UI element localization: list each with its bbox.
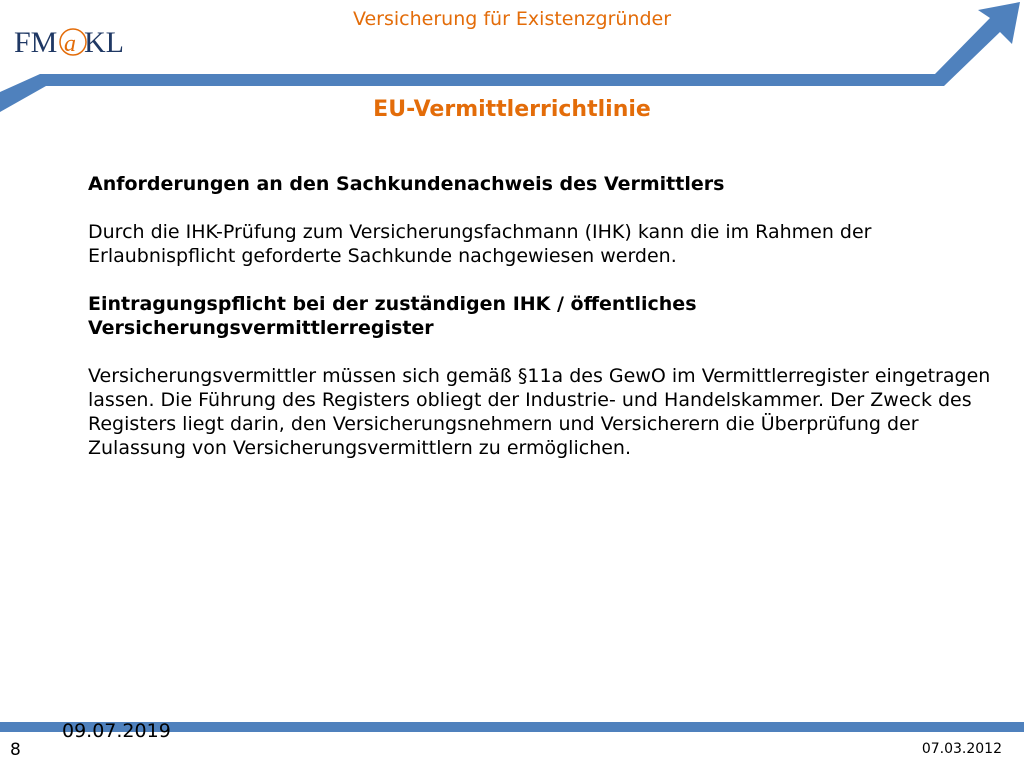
slide-title: EU-Vermittlerrichtlinie [373, 97, 651, 122]
svg-text:FM: FM [14, 26, 58, 59]
footer-date-secondary: 07.03.2012 [921, 741, 1002, 757]
paragraph-register: Versicherungsvermittler müssen sich gemäß §11a des GewO im Vermittlerregister eingetragen lassen. Die Führung des Registers obliegt der Industrie- und Handelskammer. Der Zweck des Registers liegt darin, den Versicherungsnehmern und Versicherern die Überprüfung der Zulassung von Versicherungsvermittlern zu ermöglichen. [88, 365, 991, 459]
heading-sachkunde: Anforderungen an den Sachkundenachweis des Vermittlers [88, 173, 725, 195]
slide-content [88, 172, 998, 484]
footer-date: 09.07.2019 [62, 720, 171, 742]
paragraph-sachkunde: Durch die IHK-Prüfung zum Versicherungsfachmann (IHK) kann die im Rahmen der Erlaubnispflicht geforderte Sachkunde nachgewiesen werden. [88, 221, 872, 267]
presentation-title: Versicherung für Existenzgründer [352, 8, 672, 30]
svg-text:KL: KL [84, 26, 124, 59]
heading-eintragungspflicht: Eintragungspflicht bei der zuständigen IHK / öffentliches Versicherungsvermittlerregister [88, 293, 697, 339]
page-number: 8 [10, 740, 21, 760]
svg-text:a: a [64, 31, 76, 57]
